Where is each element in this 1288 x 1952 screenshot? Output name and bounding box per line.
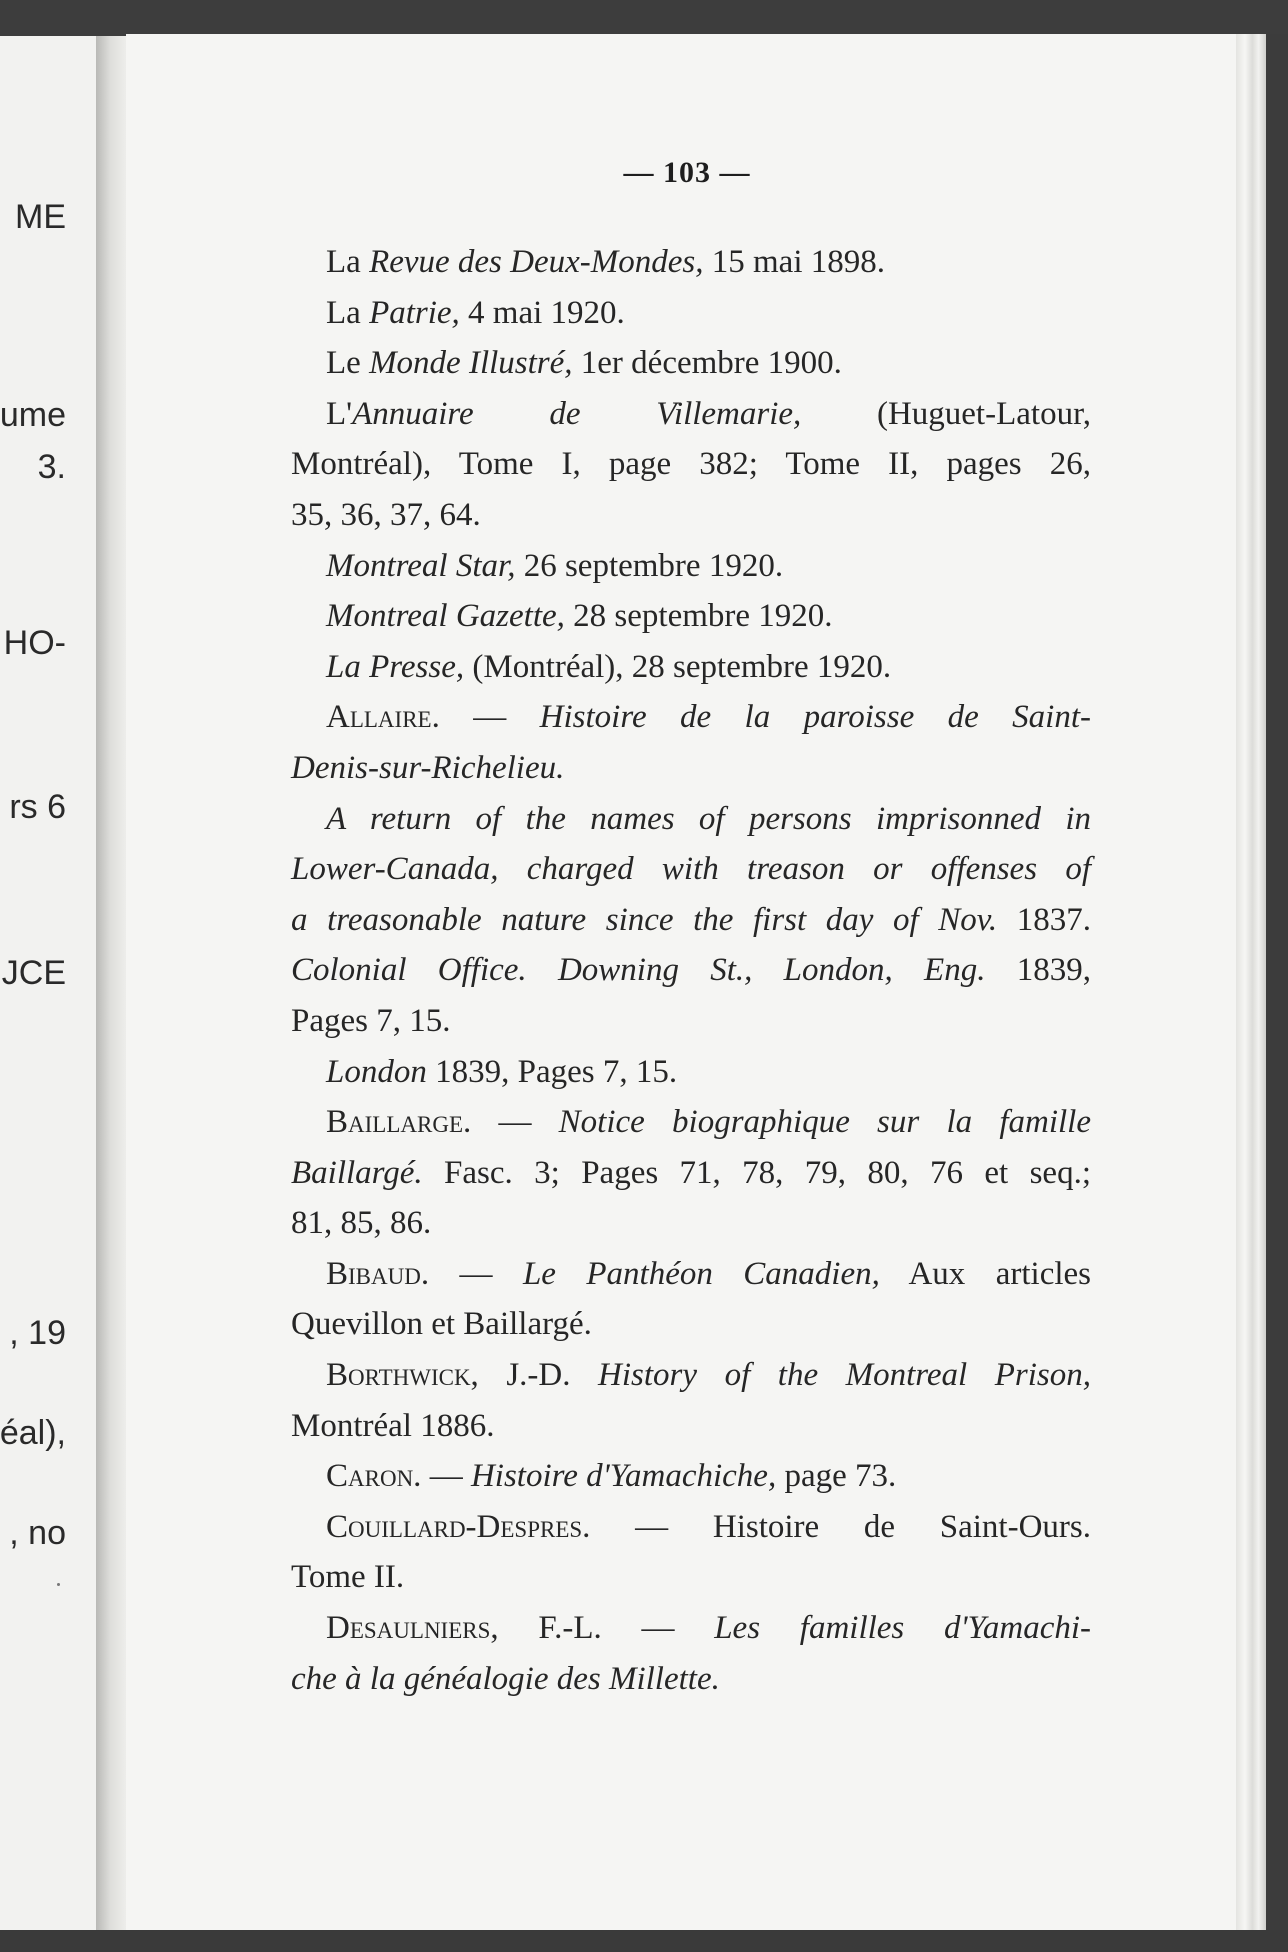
bibliography (291, 237, 1091, 1704)
left-page-fragment: ume (0, 396, 66, 434)
bib-entry-baillarge: Baillarge. — Notice biographique sur la famille Baillargé. Fasc. 3; Pages 71, 78, 79, 80, 76 et seq.; 81, 85, 86. (291, 1104, 1091, 1242)
bib-entry-bibaud: Bibaud. — Le Panthéon Canadien, Aux articles Quevillon et Baillargé. (291, 1255, 1091, 1343)
bib-entry-annuaire-villemarie: L'Annuaire de Villemarie, (Huguet-Latour, Montréal), Tome I, page 382; Tome II, pages 26, 35, 36, 37, 64. (291, 395, 1091, 533)
left-page-fragment: éal), (0, 1414, 66, 1452)
bib-entry-london-1839: London 1839, Pages 7, 15. (326, 1053, 678, 1090)
scan-frame-right (1266, 34, 1288, 1930)
left-page-fragment: 3. (37, 448, 66, 486)
facing-page-left (0, 36, 101, 1930)
bib-entry-return-of-names: A return of the names of persons imprisonned in Lower-Canada, charged with treason or offenses of a treasonable nature since the first day of Nov. 1837. Colonial Office. Downing St., London, Eng. 1839, Pages 7, 15. (291, 800, 1092, 1039)
bib-entry-desaulniers: Desaulniers, F.-L. — Les familles d'Yamachi- che à la généalogie des Millette. (291, 1610, 1092, 1697)
left-page-fragment: ME (15, 198, 66, 236)
left-page-fragment: , no (9, 1514, 66, 1552)
speck (57, 1583, 60, 1586)
left-page-fragment: , 19 (9, 1314, 66, 1352)
bib-entry-monde-illustre: Le Monde Illustré, 1er décembre 1900. (326, 345, 842, 382)
book-page (126, 34, 1248, 1930)
bib-entry-la-patrie: La Patrie, 4 mai 1920. (326, 294, 625, 331)
left-page-fragment: JCE (1, 954, 66, 992)
bib-entry-allaire: Allaire. — Histoire de la paroisse de Saint- Denis-sur-Richelieu. (291, 699, 1092, 786)
bib-entry-montreal-gazette: Montreal Gazette, 28 septembre 1920. (326, 598, 833, 635)
left-page-fragment: HO- (3, 624, 66, 662)
bib-entry-montreal-star: Montreal Star, 26 septembre 1920. (326, 547, 784, 584)
bib-entry-caron: Caron. — Histoire d'Yamachiche, page 73. (326, 1458, 897, 1495)
bib-entry-revue-deux-mondes: La Revue des Deux-Mondes, 15 mai 1898. (326, 244, 885, 280)
bib-entry-la-presse: La Presse, (Montréal), 28 septembre 1920. (326, 648, 892, 685)
bib-entry-couillard-despres: Couillard-Despres. — Histoire de Saint-Ours. Tome II. (291, 1508, 1091, 1596)
book-gutter (96, 36, 128, 1930)
left-page-fragment: rs 6 (9, 788, 66, 826)
page-edge (1236, 34, 1266, 1930)
scan-frame-bottom (0, 1930, 1288, 1952)
scan-frame-top (0, 0, 1288, 36)
bib-entry-borthwick: Borthwick, J.-D. History of the Montreal Prison, Montréal 1886. (291, 1357, 1091, 1444)
page-number: — 103 — (623, 156, 751, 189)
